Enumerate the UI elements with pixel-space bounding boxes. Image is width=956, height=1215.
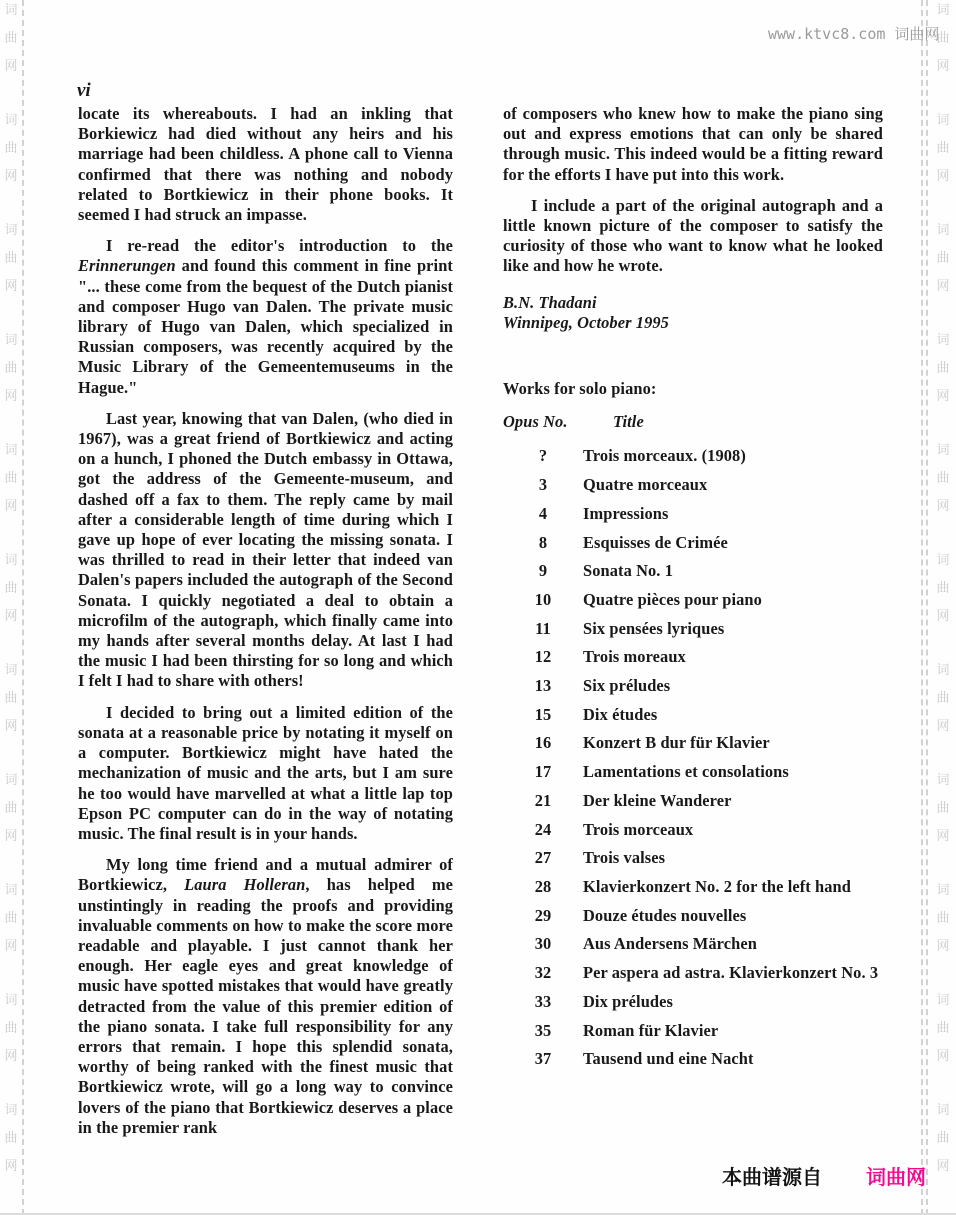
table-row	[503, 820, 883, 840]
work-title-cell: Quatre morceaux	[583, 475, 708, 495]
work-title-cell: Trois morceaux. (1908)	[583, 446, 746, 466]
work-title-cell: Trois morceaux	[583, 819, 694, 839]
watermark-char: 曲	[4, 1131, 18, 1146]
watermark-char: 网	[4, 59, 18, 74]
watermark-char: 词	[4, 883, 18, 898]
opus-number-cell: 24	[534, 819, 552, 839]
works-header-title: Title	[613, 412, 644, 432]
works-heading: Works for solo piano:	[503, 379, 657, 399]
table-row	[503, 533, 883, 553]
watermark-char: 曲	[936, 1131, 950, 1146]
watermark-right-column	[935, 4, 951, 1214]
left-text-column	[78, 104, 453, 1149]
watermark-char: 网	[4, 609, 18, 624]
watermark-chars-group	[4, 554, 17, 623]
paragraph	[503, 104, 883, 185]
watermark-char: 词	[4, 3, 18, 18]
work-title-cell: Dix préludes	[583, 991, 673, 1011]
watermark-url-text: www.ktvc8.com 词曲网	[768, 25, 940, 43]
work-title-cell: Klavierkonzert No. 2 for the left hand	[583, 876, 851, 896]
opus-number-cell: 10	[534, 589, 552, 609]
watermark-char: 词	[4, 993, 18, 1008]
text-segment: Erinnerungen	[78, 256, 176, 276]
watermark-char: 词	[4, 113, 18, 128]
opus-number-cell: 9	[538, 561, 548, 581]
table-row	[503, 676, 883, 696]
table-row	[503, 705, 883, 725]
table-row	[503, 446, 883, 466]
watermark-char: 曲	[4, 911, 18, 926]
work-title-cell: Trois moreaux	[583, 647, 686, 667]
work-title-cell: Roman für Klavier	[583, 1020, 719, 1040]
watermark-char: 词	[936, 553, 950, 568]
table-row	[503, 561, 883, 581]
watermark-char: 网	[936, 719, 950, 734]
work-title-cell: Douze études nouvelles	[583, 905, 747, 925]
watermark-char: 网	[936, 939, 950, 954]
watermark-char: 词	[936, 3, 950, 18]
signature-place-date: Winnipeg, October 1995	[503, 312, 669, 332]
watermark-char: 词	[936, 773, 950, 788]
paragraph	[78, 104, 453, 225]
table-row	[503, 619, 883, 639]
text-segment: My long time friend and a mutual admirer of Bortkiewicz,	[78, 855, 453, 895]
table-row	[503, 791, 883, 811]
watermark-char: 词	[4, 773, 18, 788]
table-row	[503, 733, 883, 753]
watermark-char: 词	[936, 223, 950, 238]
opus-number-cell: 17	[534, 762, 552, 782]
watermark-char: 网	[936, 609, 950, 624]
table-row	[503, 992, 883, 1012]
work-title-cell: Six pensées lyriques	[583, 618, 725, 638]
works-table	[503, 446, 883, 1069]
watermark-char: 网	[936, 59, 950, 74]
signature-name: B.N. Thadani	[503, 292, 597, 312]
work-title-cell: Impressions	[583, 503, 669, 523]
watermark-char: 网	[4, 169, 18, 184]
watermark-char: 曲	[4, 801, 18, 816]
table-row	[503, 590, 883, 610]
text-segment: and found this comment in fine print "... these come from the bequest of the Dutch pianist and composer Hugo van Dalen. The private music library of Hugo van Dalen, which specialized in Russian composers, was recently acquired by the Music Library of the Gemeentemuseums in the Hague."	[78, 256, 453, 397]
work-title-cell: Der kleine Wanderer	[583, 790, 732, 810]
paragraph	[78, 703, 453, 844]
watermark-char: 网	[936, 1159, 950, 1174]
text-segment: of composers who knew how to make the piano sing out and express emotions that can only be shared through music. This indeed would be a fitting reward for the efforts I have put into this work.	[503, 104, 883, 184]
works-table-header	[503, 412, 883, 432]
table-row	[503, 906, 883, 926]
table-row	[503, 934, 883, 954]
watermark-char: 词	[4, 1103, 18, 1118]
watermark-char: 词	[4, 553, 18, 568]
watermark-chars-group	[4, 444, 17, 513]
work-title-cell: Sonata No. 1	[583, 561, 673, 581]
watermark-char: 网	[936, 389, 950, 404]
table-row	[503, 963, 883, 983]
watermark-char: 网	[936, 279, 950, 294]
watermark-char: 曲	[4, 1021, 18, 1036]
watermark-left-column	[3, 4, 19, 1214]
right-text-column	[503, 104, 883, 1078]
watermark-chars-group	[4, 884, 17, 953]
paragraph	[78, 236, 453, 398]
watermark-char: 词	[4, 663, 18, 678]
opus-number-cell: 28	[534, 876, 552, 896]
watermark-char: 曲	[936, 361, 950, 376]
opus-number-cell: 27	[534, 848, 552, 868]
watermark-chars-group	[936, 774, 949, 843]
works-header-opus: Opus No.	[503, 412, 568, 432]
opus-number-cell: ?	[538, 446, 548, 466]
watermark-char: 网	[4, 279, 18, 294]
watermark-chars-group	[4, 114, 17, 183]
watermark-char: 网	[936, 499, 950, 514]
opus-number-cell: 29	[534, 905, 552, 925]
watermark-chars-group	[936, 444, 949, 513]
text-segment: Laura Holleran	[184, 875, 306, 895]
watermark-char: 词	[936, 663, 950, 678]
watermark-char: 曲	[936, 1021, 950, 1036]
opus-number-cell: 13	[534, 676, 552, 696]
table-row	[503, 1021, 883, 1041]
footer-brand-text: 词曲网	[866, 1165, 926, 1189]
opus-number-cell: 12	[534, 647, 552, 667]
watermark-chars-group	[4, 334, 17, 403]
watermark-char: 曲	[4, 581, 18, 596]
work-title-cell: Esquisses de Crimée	[583, 532, 728, 552]
watermark-char: 曲	[936, 911, 950, 926]
watermark-char: 词	[4, 333, 18, 348]
opus-number-cell: 4	[538, 503, 548, 523]
watermark-chars-group	[936, 994, 949, 1063]
watermark-char: 曲	[4, 141, 18, 156]
right-dashed-divider-2	[926, 0, 928, 1215]
table-row	[503, 475, 883, 495]
watermark-char: 网	[4, 1049, 18, 1064]
work-title-cell: Tausend und eine Nacht	[583, 1049, 754, 1069]
opus-number-cell: 33	[534, 991, 552, 1011]
watermark-char: 曲	[936, 801, 950, 816]
watermark-char: 曲	[936, 141, 950, 156]
watermark-chars-group	[4, 1104, 17, 1173]
watermark-char: 曲	[4, 361, 18, 376]
table-row	[503, 504, 883, 524]
work-title-cell: Dix études	[583, 704, 658, 724]
left-dashed-divider	[22, 0, 24, 1215]
paragraph	[78, 855, 453, 1138]
watermark-char: 网	[4, 389, 18, 404]
signature-block	[503, 293, 883, 333]
opus-number-cell: 32	[534, 963, 552, 983]
work-title-cell: Lamentations et consolations	[583, 762, 789, 782]
watermark-char: 曲	[936, 581, 950, 596]
watermark-char: 词	[4, 443, 18, 458]
table-row	[503, 647, 883, 667]
watermark-chars-group	[936, 114, 949, 183]
watermark-char: 曲	[4, 251, 18, 266]
watermark-char: 词	[936, 333, 950, 348]
watermark-chars-group	[936, 1104, 949, 1173]
text-segment: I decided to bring out a limited edition of the sonata at a reasonable price by notating it myself on a computer. Bortkiewicz might have hated the mechanization of music and the arts, but I am sure he too would have marvelled at what a little lap top Epson PC computer can do in the way of notating music. The final result is in your hands.	[78, 702, 453, 843]
work-title-cell: Quatre pièces pour piano	[583, 589, 762, 609]
opus-number-cell: 35	[534, 1020, 552, 1040]
text-segment: Last year, knowing that van Dalen, (who died in 1967), was a great friend of Bortkiewicz and acting on a hunch, I phoned the Dutch embassy in Ottawa, got the address of the Gemeente-museum, and dashed off a fax to them. The reply came by mail after a considerable length of time during which I gave up hope of ever locating the missing sonata. I was thrilled to read in their letter that indeed van Dalen's papers included the autograph of the Second Sonata. I quickly negotiated a deal to obtain a microfilm of the autograph, which finally came into my hands after several months delay. At last I had the music I had been thirsting for so long and which I felt I had to share with others!	[78, 408, 453, 691]
watermark-chars-group	[936, 664, 949, 733]
watermark-char: 网	[936, 1049, 950, 1064]
watermark-chars-group	[4, 664, 17, 733]
table-row	[503, 762, 883, 782]
work-title-cell: Six préludes	[583, 676, 671, 696]
watermark-chars-group	[936, 554, 949, 623]
text-segment: locate its whereabouts. I had an inkling that Borkiewicz had died without any heirs and his marriage had been childless. A phone call to Vienna confirmed that there was nothing and nobody related to Bortkiewicz in their phone books. It seemed I had struck an impasse.	[78, 104, 453, 225]
opus-number-cell: 21	[534, 790, 552, 810]
text-segment: , has helped me unstintingly in reading the proofs and providing invaluable comments on how to make the score more readable and playable. I just cannot thank her enough. Her eagle eyes and great knowledge of music have spotted mistakes that would have greatly detracted from the value of this premier edition of the piano sonata. I take full responsibility for any errors that remain. I hope this splendid sonata, worthy of being ranked with the finest music that Bortkiewicz wrote, will go a long way to convince lovers of the piano that Bortkiewicz deserves a place in the premier rank	[78, 875, 453, 1137]
work-title-cell: Aus Andersens Märchen	[583, 934, 757, 954]
watermark-char: 曲	[936, 471, 950, 486]
table-row	[503, 1049, 883, 1069]
watermark-char: 网	[936, 169, 950, 184]
watermark-chars-group	[4, 224, 17, 293]
watermark-char: 曲	[936, 691, 950, 706]
text-segment: I include a part of the original autograph and a little known picture of the composer to satisfy the curiosity of those who want to know what he looked like and how he wrote.	[503, 195, 883, 276]
footer-source-text: 本曲谱源自	[722, 1165, 822, 1189]
watermark-char: 词	[936, 993, 950, 1008]
table-row	[503, 848, 883, 868]
watermark-char: 曲	[4, 31, 18, 46]
opus-number-cell: 11	[535, 618, 551, 638]
table-row	[503, 877, 883, 897]
watermark-char: 网	[4, 499, 18, 514]
watermark-char: 网	[4, 719, 18, 734]
opus-number-cell: 8	[538, 532, 548, 552]
watermark-char: 网	[4, 1159, 18, 1174]
paragraph	[503, 196, 883, 277]
watermark-char: 网	[4, 829, 18, 844]
opus-number-cell: 3	[538, 475, 548, 495]
watermark-chars-group	[936, 884, 949, 953]
watermark-char: 曲	[4, 471, 18, 486]
work-title-cell: Per aspera ad astra. Klavierkonzert No. 3	[583, 963, 879, 983]
work-title-cell: Trois valses	[583, 848, 666, 868]
watermark-char: 曲	[936, 251, 950, 266]
opus-number-cell: 16	[534, 733, 552, 753]
watermark-char: 网	[936, 829, 950, 844]
watermark-char: 词	[936, 113, 950, 128]
watermark-chars-group	[936, 334, 949, 403]
watermark-chars-group	[4, 4, 17, 73]
watermark-char: 词	[936, 443, 950, 458]
opus-number-cell: 30	[534, 934, 552, 954]
opus-number-cell: 37	[534, 1049, 552, 1069]
work-title-cell: Konzert B dur für Klavier	[583, 733, 770, 753]
paragraph	[78, 409, 453, 692]
watermark-char: 曲	[4, 691, 18, 706]
right-dashed-divider	[921, 0, 923, 1215]
watermark-char: 词	[936, 883, 950, 898]
watermark-char: 词	[4, 223, 18, 238]
watermark-chars-group	[4, 774, 17, 843]
text-segment: I re-read the editor's introduction to the	[106, 236, 453, 256]
page-number: vi	[77, 80, 91, 101]
watermark-char: 词	[936, 1103, 950, 1118]
watermark-chars-group	[936, 224, 949, 293]
watermark-char: 网	[4, 939, 18, 954]
watermark-char: 曲	[936, 31, 950, 46]
watermark-chars-group	[4, 994, 17, 1063]
opus-number-cell: 15	[534, 704, 552, 724]
